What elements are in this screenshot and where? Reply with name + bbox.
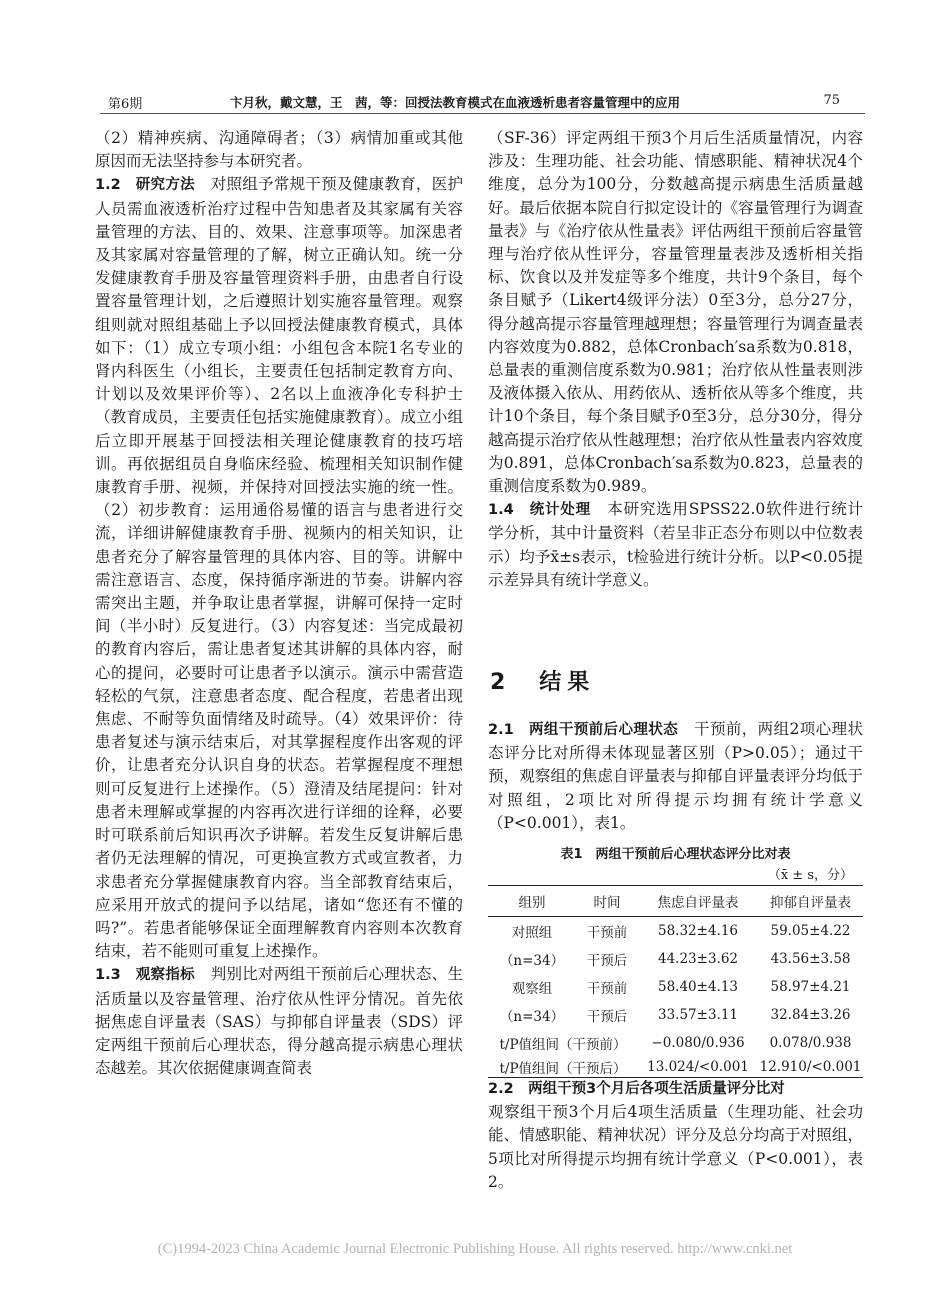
section-2-2-text: 观察组干预3个月后4项生活质量（生理功能、社会功能、情感职能、精神状况）评分及总分均高于对照组，5项比对所得提示均拥有统计学意义（P<0.001），表2。 (488, 1103, 863, 1191)
table-cell: 12.910/<0.001 (758, 1057, 863, 1078)
table-header-cell: 时间 (576, 886, 638, 917)
table-cell: 43.56±3.58 (770, 951, 851, 967)
section-1-2-title: 1.2 研究方法 (95, 177, 195, 194)
table-cell: 13.024/<0.001 (638, 1057, 758, 1078)
section-2-1-title: 2.1 两组干预前后心理状态 (488, 722, 679, 738)
section-2-2 (488, 1077, 863, 1194)
table-row (488, 1029, 863, 1057)
table-row (488, 1001, 863, 1029)
table-cell: t/P值组间（干预前） (499, 1037, 627, 1053)
section-1-4 (488, 498, 863, 592)
observation-indicators-continued: （SF-36）评定两组干预3个月后生活质量情况，内容涉及：生理功能、社会功能、情感职能、精神状况4个维度，总分为100分，分数越高提示病患生活质量越好。最后依据本院自行拟定设计的《容量管理行为调查量表》与《治疗依从性量表》评估两组干预前后容量管理与治疗依从性评分，容量管理量表涉及透析相关指标、饮食以及并发症等多个维度，共计9个条目，每个条目赋予（Likert4级评分法）0至3分，总分27分，得分越高提示容量管理越理想；容量管理行为调查量表内容效度为0.882，总体Cronbach′sa系数为0.818，总量表的重测信度系数为0.981；治疗依从性量表则涉及液体摄入依从、用药依从、透析依从等多个维度，共计10个条目，每个条目赋予0至3分，总分30分，得分越高提示治疗依从性越理想；治疗依从性量表内容效度为0.891，总体Cronbach′sa系数为0.823，总量表的重测信度系数为0.989。 (488, 129, 863, 496)
section-2-1 (488, 718, 863, 835)
left-column (95, 127, 463, 1080)
section-1-4-title: 1.4 统计处理 (488, 502, 591, 519)
table-cell: 观察组 (511, 981, 553, 997)
table-cell: 58.32±4.16 (657, 923, 739, 939)
running-header (100, 90, 870, 112)
section-2-2-title: 2.2 两组干预3个月后各项生活质量评分比对 (488, 1081, 785, 1097)
section-1-3-text: 判别比对两组干预前后心理状态、生活质量以及容量管理、治疗依从性评分情况。首先依据焦虑自评量表（SAS）与抑郁自评量表（SDS）评定两组干预前后心理状态，得分越高提示病患心理状态越差。其次依据健康调查简表 (95, 965, 463, 1078)
table-cell: 干预后 (586, 953, 628, 969)
results-heading: 2 结果 (490, 670, 596, 695)
table-cell: 58.97±4.21 (770, 979, 851, 995)
table-cell: 33.57±3.11 (657, 1007, 739, 1023)
table-cell: 干预前 (586, 925, 628, 941)
table-cell: 32.84±3.26 (770, 1007, 851, 1023)
table-cell: （n=34） (499, 953, 565, 969)
table-1-caption: 表1 两组干预前后心理状态评分比对表 (560, 847, 791, 862)
table-1-unit: （x̄ ± s，分） (767, 868, 853, 883)
section-1-4-text: 本研究选用SPSS22.0软件进行统计学分析，其中计量资料（若呈非正态分布则以中位数表示）均予x̄±s表示，t检验进行统计分析。以P<0.05提示差异具有统计学意义。 (488, 500, 863, 589)
page-number: 75 (823, 93, 840, 108)
table-cell: 干预前 (586, 981, 628, 997)
running-title: 卞月秋，戴文慧，王 茜，等：回授法教育模式在血液透析患者容量管理中的应用 (230, 95, 681, 110)
table-1 (488, 885, 863, 1078)
table-row (488, 1057, 863, 1078)
section-2-1-text: 干预前，两组2项心理状态评分比对所得未体现显著区别（P>0.05）；通过干预，观察组的焦虑自评量表与抑郁自评量表评分均低于对照组，2项比对所得提示均拥有统计学意义（P<0.001），表1。 (488, 720, 864, 832)
table-header-row (488, 886, 863, 917)
table-cell: t/P值组间（干预后） (488, 1057, 638, 1078)
header-rule (100, 113, 865, 114)
section-1-2-text: 对照组予常规干预及健康教育，医护人员需血液透析治疗过程中告知患者及其家属有关容量管理的方法、目的、效果、注意事项等。加深患者及其家属对容量管理的了解，树立正确认知。统一分发健康教育手册及容量管理资料手册，由患者自行设置容量管理计划，之后遵照计划实施容量管理。观察组则就对照组基础上予以回授法健康教育模式，具体如下：（1）成立专项小组：小组包含本院1名专业的肾内科医生（小组长，主要责任包括制定教育方向、计划以及效果评价等）、2名以上血液净化专科护士（教育成员，主要责任包括实施健康教育）。成立小组后立即开展基于回授法相关理论健康教育的技巧培训。再依据组员自身临床经验、梳理相关知识制作健康教育手册、视频，并保持对回授法实施的统一性。（2）初步教育：运用通俗易懂的语言与患者进行交流，详细讲解健康教育手册、视频内的相关知识，让患者充分了解容量管理的具体内容、目的等。讲解中需注意语言、态度，保持循序渐进的节奏。讲解内容需突出主题，并争取让患者掌握，讲解可保持一定时间（半小时）反复进行。（3）内容复述：当完成最初的教育内容后，需让患者复述其讲解的具体内容，耐心的提问，必要时可让患者予以演示。演示中需营造轻松的气氛，注意患者态度、配合程度，若患者出现焦虑、不耐等负面情绪及时疏导。（4）效果评价：待患者复述与演示结束后，对其掌握程度作出客观的评价，让患者充分认识自身的状态。若掌握程度不理想则可反复进行上述操作。（5）澄清及结尾提问：针对患者未理解或掌握的内容再次进行详细的诠释，必要时可联系前后知识再次予讲解。若发生反复讲解后患者仍无法理解的情况，可更换宣教方式或宣教者，力求患者充分掌握健康教育内容。当全部教育结束后，应采用开放式的提问予以结尾，诸如“您还有不懂的吗?”。若患者能够保证全面理解教育内容则本次教育结束，若不能则可重复上述操作。 (95, 175, 463, 961)
table-header-cell: 组别 (488, 886, 576, 917)
table-row (488, 945, 863, 973)
table-cell: −0.080/0.936 (651, 1035, 745, 1051)
issue-number: 第6期 (108, 97, 143, 112)
table-row (488, 917, 863, 946)
copyright-footer: (C)1994-2023 China Academic Journal Electronic Publishing House. All rights reserved. http://www.cnki.net (157, 1241, 793, 1257)
exclusion-criteria-text: （2）精神疾病、沟通障碍者；（3）病情加重或其他原因而无法坚持参与本研究者。 (95, 129, 463, 171)
table-cell: 44.23±3.62 (657, 951, 739, 967)
table-cell: 对照组 (511, 925, 553, 941)
section-1-3-title: 1.3 观察指标 (95, 967, 195, 984)
section-1-3 (95, 963, 463, 1080)
table-header-cell: 焦虑自评量表 (638, 886, 758, 917)
table-header-cell: 抑郁自评量表 (758, 886, 863, 917)
table-cell: 58.40±4.13 (657, 979, 739, 995)
table-cell: 0.078/0.938 (769, 1035, 852, 1051)
right-column-top (488, 127, 863, 592)
table-cell: 干预后 (586, 1009, 628, 1025)
table-row (488, 973, 863, 1001)
table-cell: 59.05±4.22 (770, 923, 851, 939)
table-cell: （n=34） (499, 1009, 565, 1025)
section-1-2 (95, 173, 463, 963)
